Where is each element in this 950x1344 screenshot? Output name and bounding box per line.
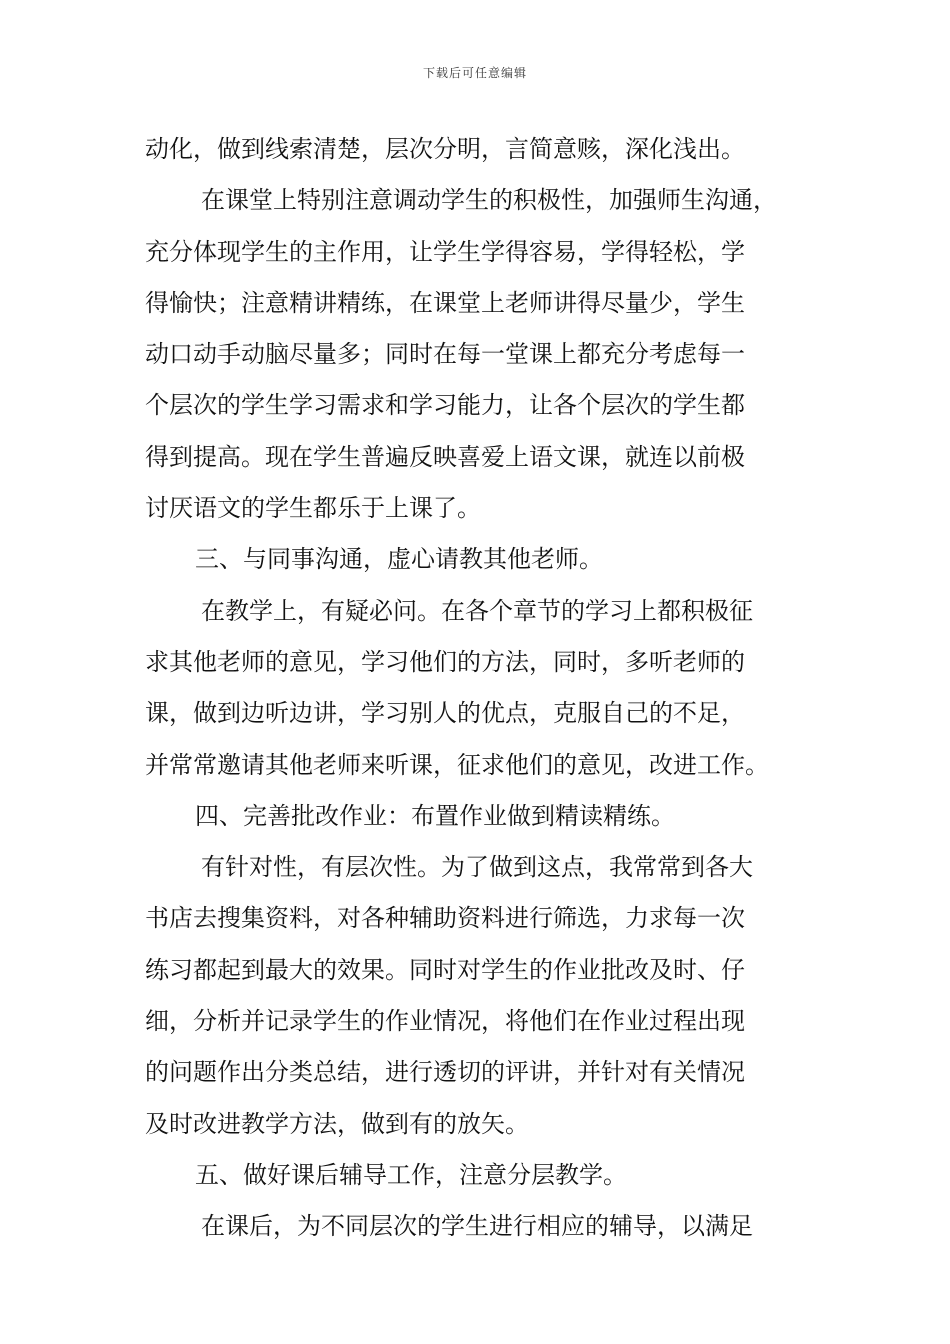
paragraph-start-line: 在课堂上特别注意调动学生的积极性，加强师生沟通， bbox=[201, 186, 777, 215]
text-line: 练习都起到最大的效果。同时对学生的作业批改及时、仔 bbox=[145, 955, 745, 984]
section-heading-4: 四、完善批改作业：布置作业做到精读精练。 bbox=[195, 801, 675, 830]
text-line: 并常常邀请其他老师来听课，征求他们的意见，改进工作。 bbox=[145, 750, 769, 779]
paragraph-start-line: 在课后，为不同层次的学生进行相应的辅导，以满足 bbox=[201, 1212, 753, 1241]
text-line: 书店去搜集资料，对各种辅助资料进行筛选，力求每一次 bbox=[145, 904, 745, 933]
text-line: 求其他老师的意见，学习他们的方法，同时，多听老师的 bbox=[145, 647, 745, 676]
page-header: 下载后可任意编辑 bbox=[422, 66, 527, 80]
text-line: 讨厌语文的学生都乐于上课了。 bbox=[145, 494, 481, 523]
text-line: 动口动手动脑尽量多；同时在每一堂课上都充分考虑每一 bbox=[145, 340, 745, 369]
document-body bbox=[145, 124, 817, 1253]
text-line: 的问题作出分类总结，进行透切的评讲，并针对有关情况 bbox=[145, 1058, 745, 1087]
section-heading-5: 五、做好课后辅导工作，注意分层教学。 bbox=[195, 1160, 627, 1189]
paragraph-start-line: 在教学上，有疑必问。在各个章节的学习上都积极征 bbox=[201, 596, 753, 625]
text-line: 个层次的学生学习需求和学习能力，让各个层次的学生都 bbox=[145, 391, 745, 420]
paragraph-start-line: 有针对性，有层次性。为了做到这点，我常常到各大 bbox=[201, 853, 753, 882]
text-line: 课，做到边听边讲，学习别人的优点，克服自己的不足， bbox=[145, 699, 745, 728]
text-line: 及时改进教学方法，做到有的放矢。 bbox=[145, 1109, 529, 1138]
text-line: 动化，做到线索清楚，层次分明，言简意赅，深化浅出。 bbox=[145, 135, 745, 163]
text-line: 得愉快；注意精讲精练，在课堂上老师讲得尽量少，学生 bbox=[145, 288, 745, 317]
text-line: 细，分析并记录学生的作业情况，将他们在作业过程出现 bbox=[145, 1007, 745, 1036]
text-line: 充分体现学生的主作用，让学生学得容易，学得轻松，学 bbox=[145, 237, 745, 266]
section-heading-3: 三、与同事沟通，虚心请教其他老师。 bbox=[195, 545, 603, 574]
text-line: 得到提高。现在学生普遍反映喜爱上语文课，就连以前极 bbox=[145, 442, 745, 471]
